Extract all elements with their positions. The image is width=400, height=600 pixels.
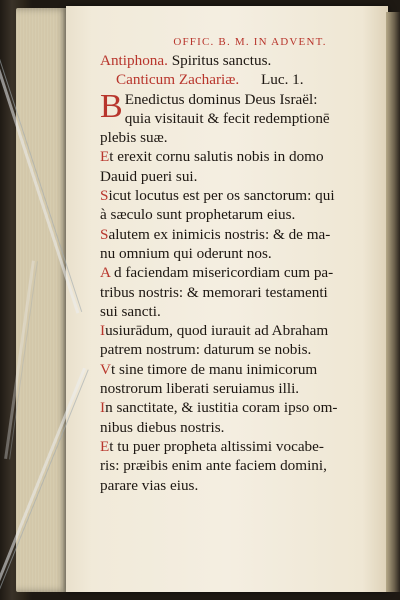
verse-initial: E [100, 437, 110, 455]
canticum-line [100, 70, 380, 89]
verse-initial: S [100, 225, 109, 243]
verse-text: icut locutus est per os sanctorum: qui [108, 187, 335, 205]
verse-text: t tu puer propheta altissimi vocabe- [109, 437, 324, 455]
verse-text: patrem nostrum: daturum se nobis. [100, 341, 312, 359]
running-head: OFFIC. B. M. IN ADVENT. [173, 36, 327, 48]
verse-line [100, 186, 380, 205]
verse-line [100, 340, 380, 359]
page-edges [16, 8, 70, 592]
canticum-ref: Luc. 1. [260, 71, 304, 89]
verse-line [100, 418, 380, 437]
verse-line [100, 128, 380, 147]
verse-line [100, 321, 380, 340]
antiphona-text: Spiritus sanctus. [167, 52, 272, 69]
verse-line [100, 147, 380, 166]
verse-line [100, 398, 380, 417]
verse-text: Enedictus dominus Deus Israël: [124, 90, 318, 108]
verse-line [100, 456, 380, 475]
verse-line [100, 109, 380, 128]
verse-initial: V [100, 360, 111, 378]
verse-text: sui sancti. [100, 302, 161, 320]
drop-cap: B [100, 87, 123, 125]
verse-text: ris: præibis enim ante faciem domini, [100, 457, 327, 475]
page-edge-right [386, 12, 400, 592]
verses [100, 87, 380, 495]
verse-text: t erexit cornu salutis nobis in domo [109, 148, 324, 166]
verse-text: n sanctitate, & iustitia coram ipso om- [105, 399, 338, 417]
verse-line [100, 244, 380, 263]
antiphona-line [100, 51, 380, 70]
verse-text: usiurādum, quod iurauit ad Abraham [105, 322, 329, 340]
verse-initial: E [100, 148, 110, 166]
verse-text: parare vias eius. [100, 476, 199, 494]
verse-text: alutem ex inimicis nostris: & de ma- [108, 225, 331, 243]
verse-text: nu omnium qui oderunt nos. [100, 244, 272, 262]
verse-text: tribus nostris: & memorari testamenti [100, 283, 328, 301]
verse-line [100, 437, 380, 456]
verse-line [100, 302, 380, 321]
verse-text: d faciendam misericordiam cum pa- [110, 264, 334, 282]
verse-line [100, 263, 380, 282]
verse-text: quia visitauit & fecit redemptionē [124, 109, 330, 127]
verse-line [100, 225, 380, 244]
verse-text: nibus diebus nostris. [100, 418, 225, 436]
verse-text: plebis suæ. [100, 129, 168, 147]
antiphona-label: Antiphona. [100, 52, 168, 69]
verse-initial: A [100, 264, 111, 282]
verse-text: t sine timore de manu inimicorum [110, 360, 318, 378]
page-text [100, 36, 380, 495]
canticum-label: Canticum Zachariæ. [116, 71, 240, 89]
verse-line [100, 476, 380, 495]
verse-initial: I [100, 322, 106, 340]
verse-initial: S [100, 187, 109, 205]
verse-text: Dauid pueri sui. [100, 167, 198, 185]
verse-line [100, 167, 380, 186]
verse-line [100, 205, 380, 224]
verse-line [100, 283, 380, 302]
verse-line [100, 360, 380, 379]
verse-initial: I [100, 399, 106, 417]
verse-text: nostrorum liberati seruiamus illi. [100, 380, 300, 398]
verse-text: à sæculo sunt prophetarum eius. [100, 206, 296, 224]
verse-line [100, 379, 380, 398]
